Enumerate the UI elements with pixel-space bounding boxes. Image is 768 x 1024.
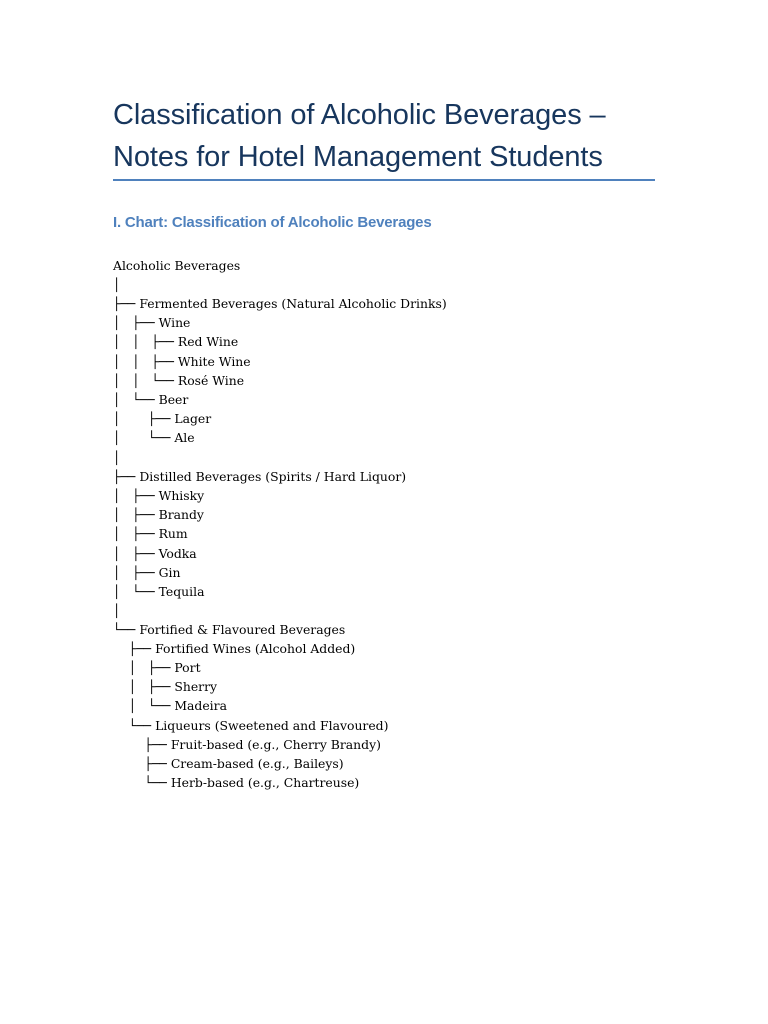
- tree-line: ├── Distilled Beverages (Spirits / Hard Liquor): [113, 469, 407, 484]
- tree-line: ├── Fortified Wines (Alcohol Added): [113, 641, 356, 656]
- tree-line: │ ├── Gin: [113, 565, 181, 580]
- tree-line: │ │ └── Rosé Wine: [113, 373, 245, 388]
- tree-line: │ │ ├── White Wine: [113, 354, 251, 369]
- tree-line: │ ├── Vodka: [113, 546, 197, 561]
- tree-line: └── Liqueurs (Sweetened and Flavoured): [113, 718, 389, 733]
- tree-line: │: [113, 277, 121, 292]
- tree-line: │: [113, 603, 121, 618]
- tree-line: │ ├── Wine: [113, 315, 191, 330]
- tree-line: │ ├── Sherry: [113, 679, 217, 694]
- tree-line: └── Fortified & Flavoured Beverages: [113, 622, 346, 637]
- tree-line: │ └── Ale: [113, 430, 195, 445]
- tree-line: │ ├── Rum: [113, 526, 188, 541]
- tree-line: │ └── Madeira: [113, 698, 227, 713]
- tree-line: │ └── Tequila: [113, 584, 205, 599]
- title-underline-divider: [113, 179, 655, 181]
- tree-line: ├── Cream-based (e.g., Baileys): [113, 756, 344, 771]
- tree-line: │ │ ├── Red Wine: [113, 334, 239, 349]
- document-title: [113, 94, 673, 178]
- tree-line: ├── Fermented Beverages (Natural Alcoholic Drinks): [113, 296, 447, 311]
- tree-line: │ ├── Brandy: [113, 507, 204, 522]
- tree-line: └── Herb-based (e.g., Chartreuse): [113, 775, 360, 790]
- tree-line: Alcoholic Beverages: [113, 258, 241, 273]
- tree-line: │ ├── Whisky: [113, 488, 205, 503]
- document-title-line-1: Classification of Alcoholic Beverages –: [113, 99, 606, 131]
- document-title-line-2: Notes for Hotel Management Students: [113, 141, 603, 173]
- section-heading: I. Chart: Classification of Alcoholic Beverages: [113, 214, 432, 231]
- tree-line: │: [113, 450, 121, 465]
- tree-line: │ └── Beer: [113, 392, 189, 407]
- tree-line: │ ├── Port: [113, 660, 201, 675]
- tree-line: │ ├── Lager: [113, 411, 212, 426]
- tree-line: ├── Fruit-based (e.g., Cherry Brandy): [113, 737, 381, 752]
